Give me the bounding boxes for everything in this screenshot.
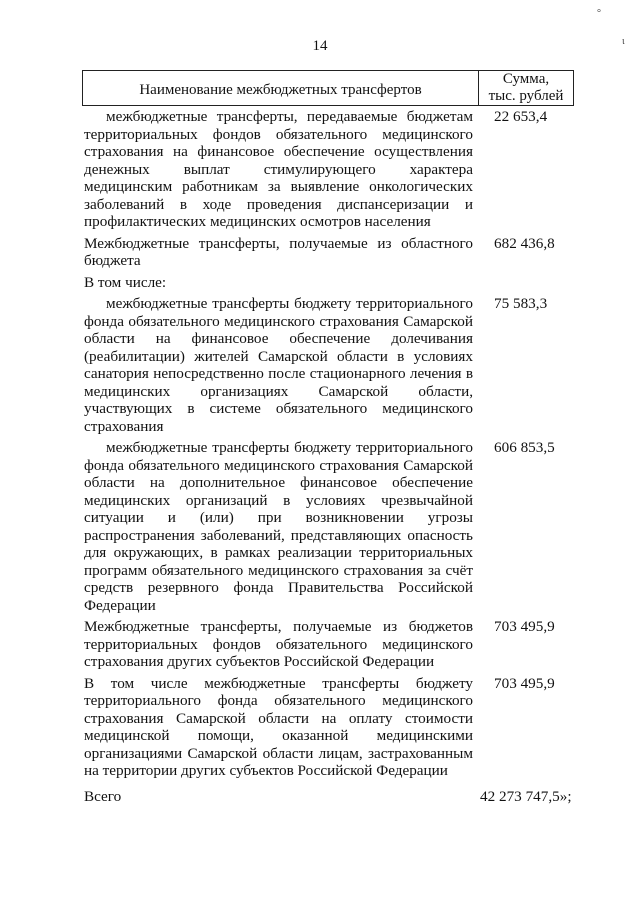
- table-row: [84, 439, 584, 614]
- row-value: 606 853,5: [494, 439, 555, 456]
- table-row: [84, 274, 584, 292]
- table-row: [84, 618, 584, 671]
- row-value: 703 495,9: [494, 674, 555, 692]
- corner-mark: °: [597, 8, 601, 19]
- table-header: [82, 70, 574, 106]
- corner-mark: ɩ: [622, 36, 625, 47]
- row-value-total: 42 273 747,5»;: [480, 787, 572, 805]
- table-row: [84, 295, 584, 435]
- row-description: межбюджетные трансферты бюджету территориального фонда обязательного медицинского страхования Самарской области на дополнительное финансовое обеспечение медицинских организаций в условиях чрезвычайной ситуации и (или) при возникновении угрозы распространения заболеваний, представляющих опасность для окружающих, в рамках реализации территориальных программ обязательного медицинского страхования за счёт средств резервного фонда Правительства Российской Федерации: [84, 439, 473, 614]
- row-description: Межбюджетные трансферты, получаемые из бюджетов территориальных фондов обязательного медицинского страхования других субъектов Российской Федерации: [84, 618, 473, 670]
- row-description: Межбюджетные трансферты, получаемые из областного бюджета: [84, 234, 473, 269]
- table-row-total: [84, 788, 584, 806]
- header-name-column: Наименование межбюджетных трансфертов: [83, 71, 479, 105]
- row-description: межбюджетные трансферты, передаваемые бюджетам территориальных фондов обязательного медицинского страхования на финансовое обеспечение осуществления денежных выплат стимулирующего характера медицинским работникам за выявление онкологических заболеваний в ходе проведения диспансеризации и профилактических медицинских осмотров населения: [84, 108, 473, 230]
- row-description: межбюджетные трансферты бюджету территориального фонда обязательного медицинского страхования Самарской области на финансовое обеспечение долечивания (реабилитации) жителей Самарской области в условиях санатория непосредственно после стационарного лечения в медицинских организациях Самарской области, участвующих в системе обязательного медицинского страхования: [84, 295, 473, 435]
- row-description: Всего: [84, 787, 122, 805]
- header-sum-line1: Сумма,: [502, 71, 550, 87]
- table-row: [84, 235, 584, 270]
- page-number: 14: [312, 38, 328, 54]
- header-sum-line2: тыс. рублей: [488, 88, 564, 104]
- row-value: 22 653,4: [494, 108, 548, 125]
- table-row: [84, 108, 584, 231]
- header-sum-column: [479, 71, 573, 105]
- row-description: В том числе:: [84, 273, 167, 291]
- table-body: [84, 108, 584, 805]
- row-value: 682 436,8: [494, 234, 555, 252]
- table-row: [84, 675, 584, 780]
- row-value: 75 583,3: [494, 295, 548, 312]
- row-value: 703 495,9: [494, 618, 555, 635]
- row-description: В том числе межбюджетные трансферты бюджету территориального фонда обязательного медицинского страхования Самарской области на оплату стоимости медицинской помощи, оказанной медицинскими организациями Самарской области лицам, застрахованным на территории других субъектов Российской Федерации: [84, 674, 473, 779]
